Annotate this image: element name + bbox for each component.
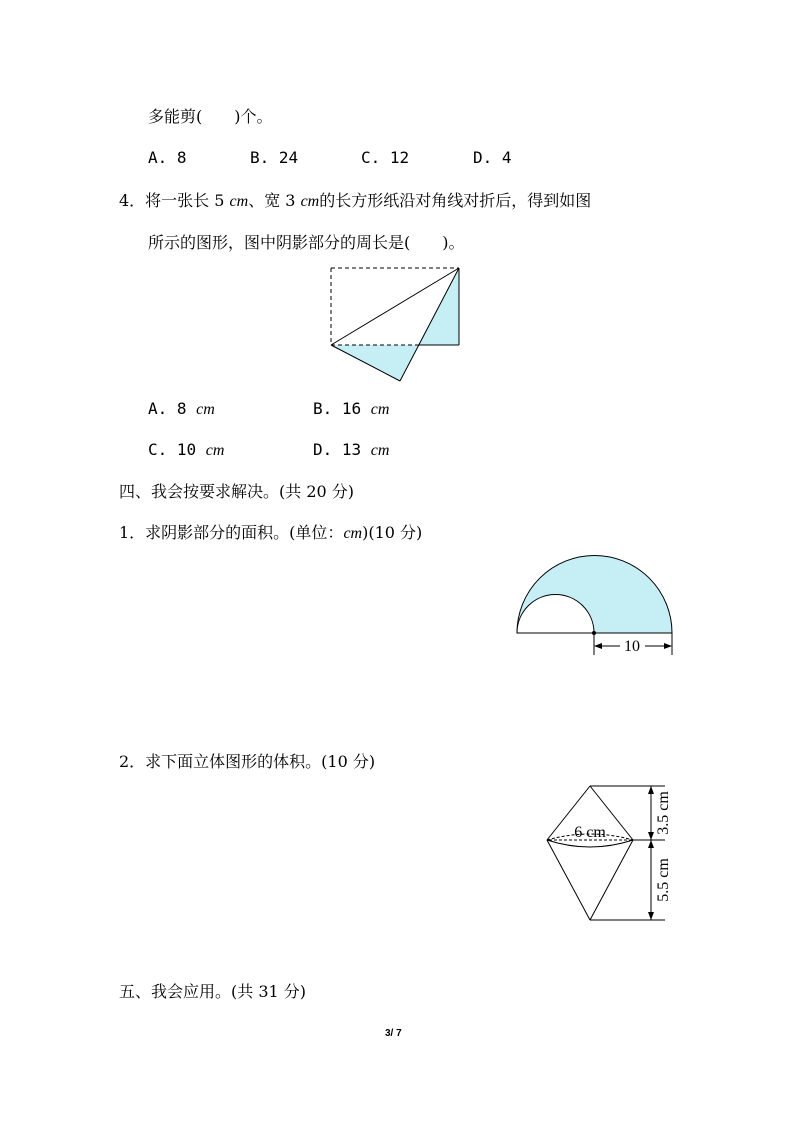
bottom-height-label: 5.5 cm: [655, 858, 672, 902]
q3-option-b: B. 24: [250, 148, 299, 167]
q4-option-d: D. 13 cm: [313, 440, 390, 459]
dimension-label-10: 10: [624, 638, 640, 655]
section-4-title: 四、我会按要求解决。(共 20 分): [119, 482, 355, 501]
page-number: 3/ 7: [385, 1028, 402, 1039]
q4-option-c: C. 10 cm: [148, 440, 225, 459]
question-4-line-2: 所示的图形，图中阴影部分的周长是( )。: [148, 233, 465, 252]
q3-option-d: D. 4: [473, 148, 512, 167]
section-5-title: 五、我会应用。(共 31 分): [119, 982, 307, 1001]
q3-option-a: A. 8: [148, 148, 187, 167]
question-3-tail: 多能剪( )个。: [148, 107, 273, 126]
top-height-label: 3.5 cm: [655, 791, 672, 835]
q3-option-c: C. 12: [361, 148, 410, 167]
diameter-label: 6 cm: [574, 824, 606, 841]
section-4-question-1: 1．求阴影部分的面积。(单位：cm)(10 分): [119, 523, 423, 542]
section-4-question-2: 2．求下面立体图形的体积。(10 分): [119, 752, 376, 771]
question-4-line-1: 4．将一张长 5 cm、宽 3 cm的长方形纸沿对角线对折后，得到如图: [119, 191, 592, 210]
q4-option-b: B. 16 cm: [313, 399, 390, 418]
q4-option-a: A. 8 cm: [148, 399, 215, 418]
